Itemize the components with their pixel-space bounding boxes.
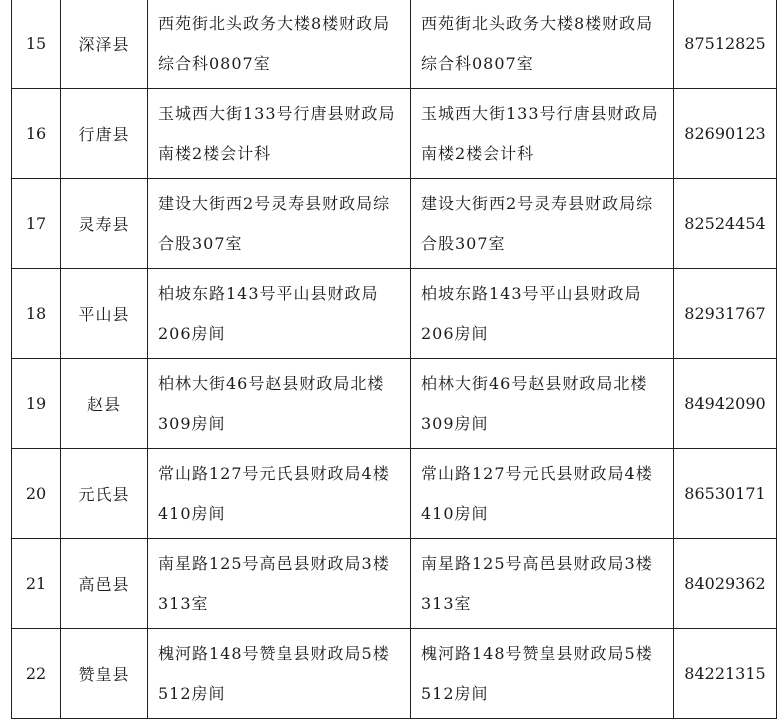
row-index-cell: 20 [12,449,61,539]
table-row [12,179,777,269]
address-cell: 玉城西大街133号行唐县财政局南楼2楼会计科 [148,89,411,179]
table-row [12,539,777,629]
phone-number-cell: 84942090 [674,359,777,449]
row-index-cell: 17 [12,179,61,269]
row-index-cell: 16 [12,89,61,179]
table-row [12,269,777,359]
phone-number-cell: 82524454 [674,179,777,269]
row-index-cell: 19 [12,359,61,449]
county-name-cell: 深泽县 [61,0,148,89]
address-cell: 建设大街西2号灵寿县财政局综合股307室 [148,179,411,269]
address-cell: 玉城西大街133号行唐县财政局南楼2楼会计科 [411,89,674,179]
address-table-container [11,0,766,719]
address-cell: 南星路125号高邑县财政局3楼313室 [411,539,674,629]
table-row [12,359,777,449]
row-index-cell: 15 [12,0,61,89]
county-name-cell: 赞皇县 [61,629,148,719]
table-row [12,449,777,539]
row-index-cell: 22 [12,629,61,719]
address-cell: 槐河路148号赞皇县财政局5楼512房间 [411,629,674,719]
address-cell: 柏坡东路143号平山县财政局206房间 [148,269,411,359]
address-cell: 建设大街西2号灵寿县财政局综合股307室 [411,179,674,269]
county-name-cell: 平山县 [61,269,148,359]
county-name-cell: 赵县 [61,359,148,449]
phone-number-cell: 84221315 [674,629,777,719]
phone-number-cell: 82931767 [674,269,777,359]
row-index-cell: 21 [12,539,61,629]
address-cell: 常山路127号元氏县财政局4楼410房间 [411,449,674,539]
county-name-cell: 元氏县 [61,449,148,539]
phone-number-cell: 84029362 [674,539,777,629]
address-cell: 槐河路148号赞皇县财政局5楼512房间 [148,629,411,719]
address-cell: 柏林大街46号赵县财政局北楼309房间 [411,359,674,449]
county-name-cell: 行唐县 [61,89,148,179]
phone-number-cell: 86530171 [674,449,777,539]
address-cell: 柏林大街46号赵县财政局北楼309房间 [148,359,411,449]
table-row [12,89,777,179]
address-table-body [12,0,777,719]
address-cell: 南星路125号高邑县财政局3楼313室 [148,539,411,629]
county-name-cell: 灵寿县 [61,179,148,269]
table-row [12,629,777,719]
row-index-cell: 18 [12,269,61,359]
address-cell: 常山路127号元氏县财政局4楼410房间 [148,449,411,539]
table-row [12,0,777,89]
address-cell: 西苑街北头政务大楼8楼财政局综合科0807室 [148,0,411,89]
address-cell: 柏坡东路143号平山县财政局206房间 [411,269,674,359]
address-table [11,0,777,719]
address-cell: 西苑街北头政务大楼8楼财政局综合科0807室 [411,0,674,89]
phone-number-cell: 87512825 [674,0,777,89]
county-name-cell: 高邑县 [61,539,148,629]
phone-number-cell: 82690123 [674,89,777,179]
